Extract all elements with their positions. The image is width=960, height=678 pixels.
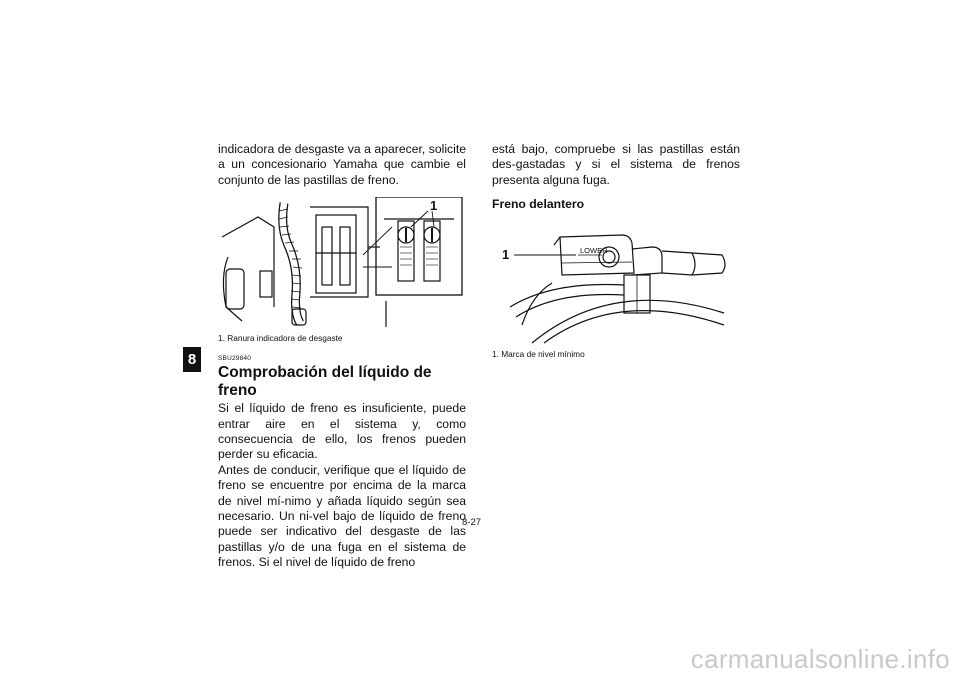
brake-reservoir-illustration: [492, 225, 738, 345]
lower-level-mark-label: LOWER: [580, 246, 608, 256]
right-column: [492, 142, 740, 359]
intro-paragraph-right: está bajo, compruebe si las pastillas están des-gastadas y si el sistema de frenos presenta alguna fuga.: [492, 142, 740, 187]
watermark: carmanualsonline.info: [690, 644, 950, 674]
page-number: 8-27: [462, 517, 482, 528]
figure-brake-pads: [218, 197, 466, 343]
intro-paragraph-left: indicadora de desgaste va a aparecer, solicite a un concesionario Yamaha que cambie el conjunto de las pastillas de freno.: [218, 142, 466, 187]
figure2-caption: 1. Marca de nivel mínimo: [492, 349, 585, 360]
brake-pad-illustration: [218, 197, 464, 329]
section-code: SBU29840: [218, 355, 252, 363]
chapter-tab: 8: [183, 347, 201, 372]
left-column: [218, 142, 466, 571]
section-title: Comprobación del líquido de freno: [218, 364, 432, 400]
figure2-callout: 1: [502, 247, 510, 263]
subsection-title: Freno delantero: [492, 197, 585, 212]
figure1-caption: 1. Ranura indicadora de desgaste: [218, 333, 343, 344]
figure1-callout: 1: [430, 198, 438, 214]
brake-fluid-paragraph-1: Si el líquido de freno es insuficiente, puede entrar aire en el sistema y, como consecuencia de ello, los frenos pueden perder su eficacia.: [218, 401, 466, 462]
figure-brake-reservoir: [492, 225, 740, 359]
brake-fluid-paragraph-2: Antes de conducir, verifique que el líquido de freno se encuentre por encima de la marca de nivel mí-nimo y añada líquido según sea necesario. Un ni-vel bajo de líquido de freno puede ser indicativo del desgaste de las pastillas y/o de una fuga en el sistema de frenos. Si el nivel de líquido de freno: [218, 462, 466, 570]
